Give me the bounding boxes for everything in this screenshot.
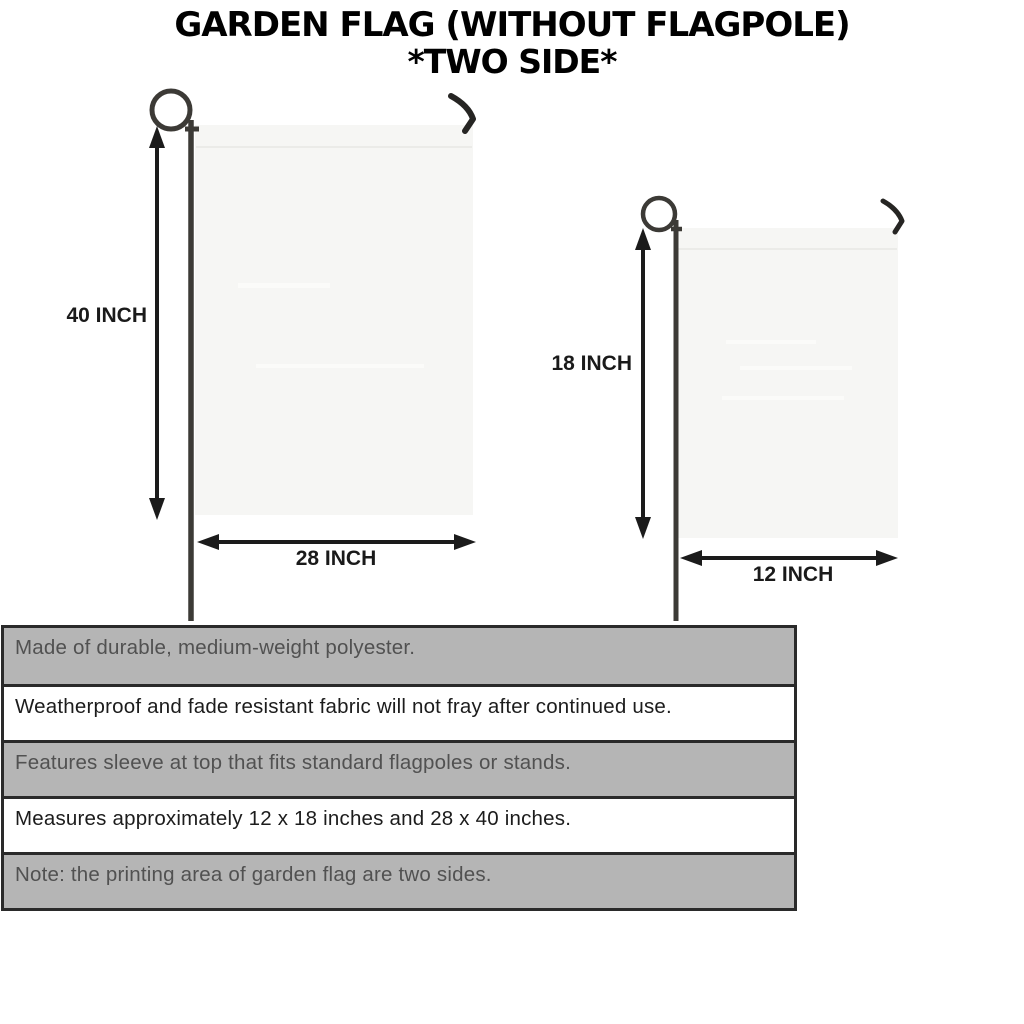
large-flag-width-label: 28 INCH (295, 547, 377, 570)
large-pole-loop-icon (152, 91, 190, 129)
feature-text: Made of durable, medium-weight polyester. (15, 636, 416, 659)
page-title-line1: GARDEN FLAG (WITHOUT FLAGPOLE) (174, 5, 850, 45)
feature-text: Measures approximately 12 x 18 inches and 28 x 40 inches. (15, 807, 572, 830)
feature-table (1, 625, 797, 911)
small-pole-loop-icon (643, 198, 675, 230)
large-flag-diagram (149, 91, 476, 621)
small-flag-diagram (635, 198, 902, 621)
flag-shading (238, 283, 330, 288)
small-flag-width-label: 12 INCH (752, 563, 834, 586)
small-height-arrow (635, 228, 651, 539)
feature-text: Note: the printing area of garden flag are two sides. (15, 863, 492, 886)
large-flag-height-label: 40 INCH (66, 304, 147, 327)
feature-row (4, 740, 794, 796)
feature-row (4, 852, 794, 908)
page-title-line2: *TWO SIDE* (407, 42, 617, 82)
small-flag-height-label: 18 INCH (551, 352, 632, 375)
flag-shading (256, 364, 424, 368)
flag-shading (726, 340, 816, 344)
small-flag-canvas (677, 228, 898, 538)
flag-shading (722, 396, 844, 400)
feature-row (4, 684, 794, 740)
feature-text: Features sleeve at top that fits standard flagpoles or stands. (15, 751, 571, 774)
feature-row (4, 796, 794, 852)
large-height-arrow (149, 126, 165, 520)
flag-shading (740, 366, 852, 370)
small-pole-hook-icon (883, 201, 902, 232)
large-flag-canvas (195, 125, 473, 515)
feature-row (4, 628, 794, 684)
feature-text: Weatherproof and fade resistant fabric will not fray after continued use. (15, 695, 672, 718)
